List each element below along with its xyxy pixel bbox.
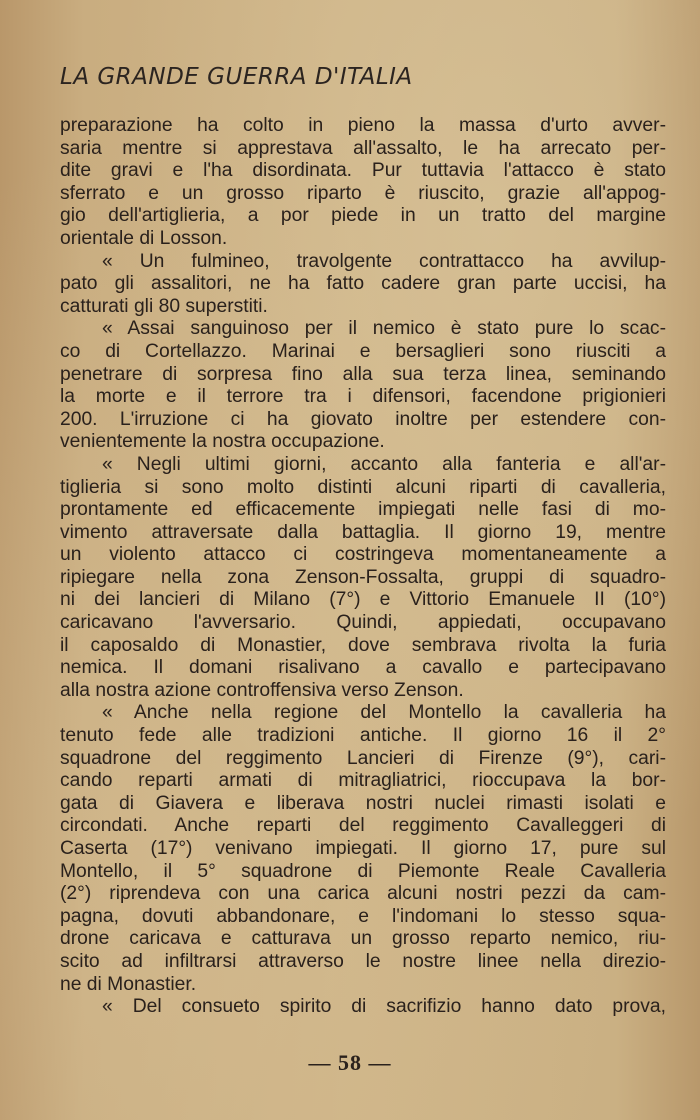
text-line: preparazione ha colto in pieno la massa d'urto avver- (60, 115, 666, 136)
text-line: « Anche nella regione del Montello la cavalleria ha (102, 702, 666, 724)
text-line: « Un fulmineo, travolgente contrattacco ha avvilup- (102, 250, 666, 272)
text-line: un violento attacco ci costringeva momentaneamente a (60, 544, 666, 566)
text-line: alla nostra azione controffensiva verso Zenson. (60, 679, 464, 701)
text-line: venientemente la nostra occupazione. (60, 431, 385, 453)
text-line: ni dei lancieri di Milano (7°) e Vittorio Emanuele II (10°) (60, 589, 666, 611)
text-line: ripiegare nella zona Zenson-Fossalta, gruppi di squadro- (60, 566, 666, 588)
text-line: gio dell'artiglieria, a por piede in un tratto del margine (60, 205, 666, 227)
text-line: circondati. Anche reparti del reggimento Cavalleggeri di (60, 815, 666, 837)
text-line: vimento attraversate dalla battaglia. Il giorno 19, mentre (60, 521, 666, 543)
text-line: il caposaldo di Monastier, dove sembrava rivolta la furia (60, 634, 666, 656)
page-number: — 58 — (308, 1050, 392, 1075)
text-line: Caserta (17°) venivano impiegati. Il giorno 17, pure sul (60, 838, 666, 859)
text-line: pagna, dovuti abbandonare, e l'indomani lo stesso squa- (60, 905, 666, 927)
text-line: squadrone del reggimento Lancieri di Firenze (9°), cari- (60, 747, 666, 769)
text-line: caricavano l'avversario. Quindi, appiedati, occupavano (60, 612, 666, 634)
text-line: « Assai sanguinoso per il nemico è stato pure lo scac- (102, 318, 666, 340)
text-line: tiglieria si sono molto distinti alcuni riparti di cavalleria, (60, 476, 666, 498)
text-line: penetrare di sorpresa fino alla sua terza linea, seminando (60, 363, 666, 385)
text-line: gata di Giavera e liberava nostri nuclei rimasti isolati e (60, 792, 666, 814)
text-line: nemica. Il domani risalivano a cavallo e partecipavano (60, 657, 666, 679)
text-line: sferrato e un grosso riparto è riuscito, grazie all'appog- (60, 182, 666, 204)
text-line: drone caricava e catturava un grosso reparto nemico, riu- (60, 928, 666, 950)
text-line: « Del consueto spirito di sacrifizio hanno dato prova, (102, 996, 666, 1018)
text-line: « Negli ultimi giorni, accanto alla fanteria e all'ar- (102, 453, 666, 475)
text-line: Montello, il 5° squadrone di Piemonte Reale Cavalleria (60, 860, 666, 882)
text-line: orientale di Losson. (60, 227, 228, 249)
text-line: pato gli assalitori, ne ha fatto cadere gran parte uccisi, ha (60, 273, 666, 295)
running-title: LA GRANDE GUERRA D'ITALIA (60, 64, 413, 90)
text-line: 200. L'irruzione ci ha giovato inoltre per estendere con- (60, 408, 666, 430)
text-line: (2°) riprendeva con una carica alcuni nostri pezzi da cam- (60, 883, 666, 905)
text-line: ne di Monastier. (60, 973, 197, 995)
text-line: la morte e il terrore tra i difensori, facendone prigionieri (60, 386, 666, 408)
body-text (60, 115, 666, 1019)
text-line: tenuto fede alle tradizioni antiche. Il giorno 16 il 2° (60, 725, 666, 747)
text-line: prontamente ed efficacemente impiegati nelle fasi di mo- (60, 499, 666, 521)
text-line: catturati gli 80 superstiti. (60, 295, 268, 317)
text-line: saria mentre si apprestava all'assalto, le ha arrecato per- (60, 137, 666, 159)
text-line: cando reparti armati di mitragliatrici, rioccupava la bor- (60, 770, 666, 792)
text-line: co di Cortellazzo. Marinai e bersaglieri sono riusciti a (60, 340, 666, 362)
text-line: scito ad infiltrarsi attraverso le nostre linee nella direzio- (60, 950, 666, 972)
text-line: dite gravi e l'ha disordinata. Pur tuttavia l'attacco è stato (60, 160, 666, 182)
